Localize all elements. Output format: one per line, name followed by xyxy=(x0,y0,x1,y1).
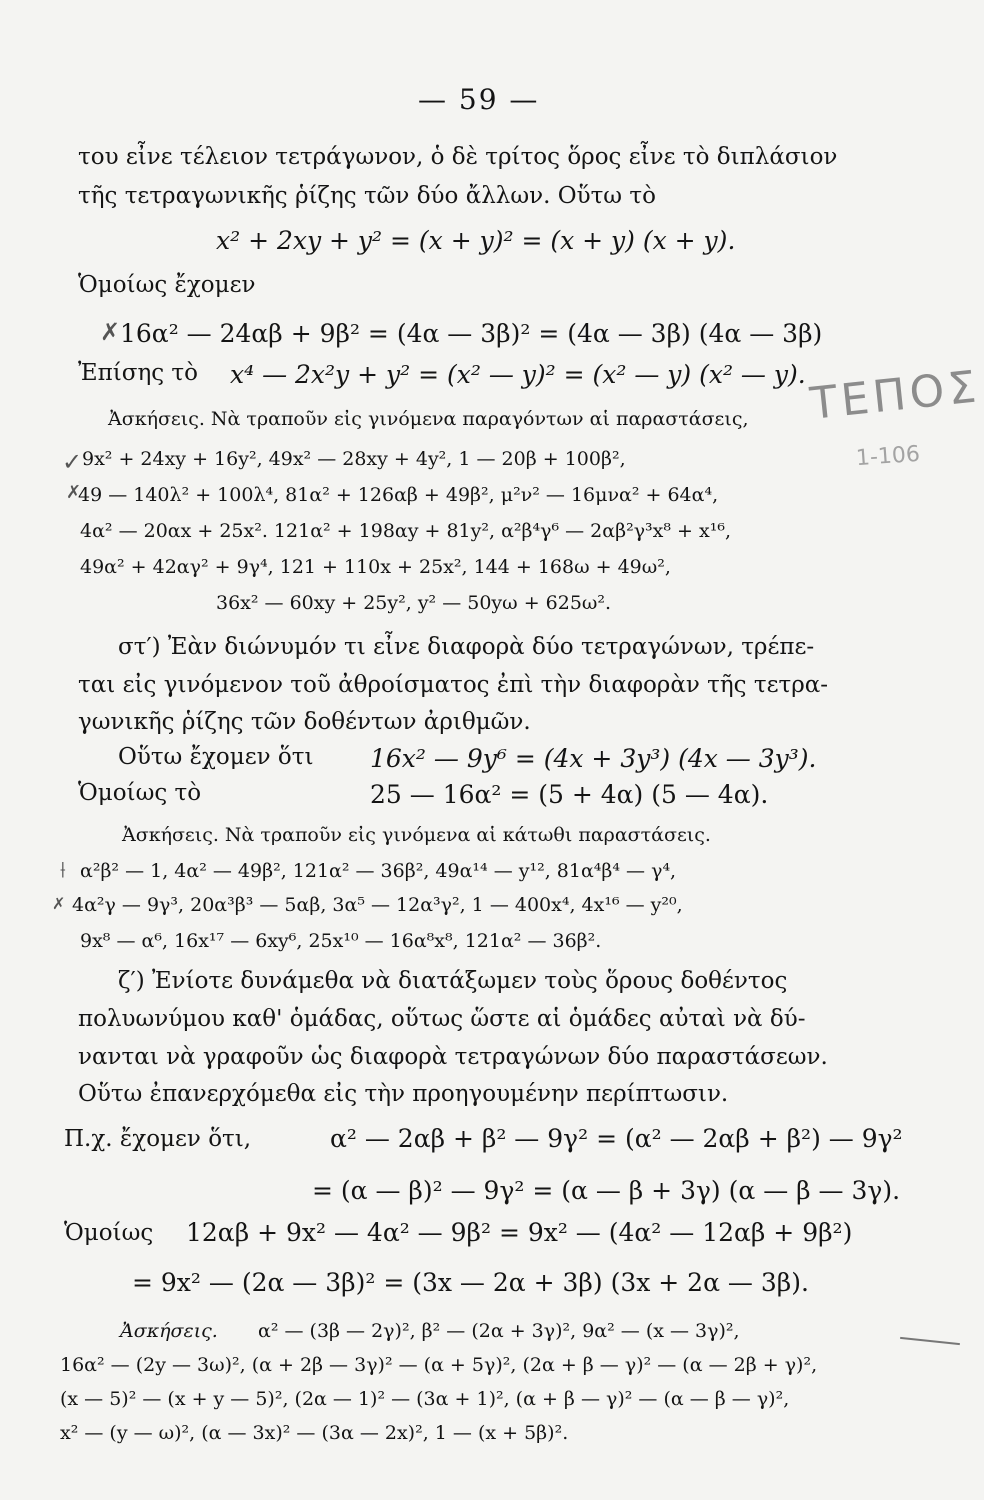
section-st-line-1: στ′) Ἐὰν διώνυμόν τι εἶνε διαφορὰ δύο τετραγώνων, τρέπε- xyxy=(118,634,815,660)
section-st-line-3: γωνικῆς ῥίζης τῶν δοθέντων ἀριθμῶν. xyxy=(78,709,531,735)
exercise-line-6: α²β² — 1, 4α² — 49β², 121α² — 36β², 49α¹⁴ — y¹², 81α⁴β⁴ — γ⁴, xyxy=(80,860,677,882)
exercise-line-4: 49α² + 42αγ² + 9γ⁴, 121 + 110x + 25x², 144 + 168ω + 49ω², xyxy=(80,556,671,578)
exercise-line-2: 49 — 140λ² + 100λ⁴, 81α² + 126αβ + 49β², μ²ν² — 16μνα² + 64α⁴, xyxy=(78,484,719,506)
section-z-line-1: ζ′) Ἐνίοτε δυνάμεθα νὰ διατάξωμεν τοὺς ὅρους δοθέντος xyxy=(118,968,788,994)
exercise-line-7: 4α²γ — 9γ³, 20α³β³ — 5αβ, 3α⁵ — 12α³γ², 1 — 400x⁴, 4x¹⁶ — y²⁰, xyxy=(72,894,683,916)
text-line-1: του εἶνε τέλειον τετράγωνον, ὁ δὲ τρίτος ὅρος εἶνε τὸ διπλάσιον xyxy=(78,144,838,170)
cross-mark-icon: ✗ xyxy=(66,482,82,503)
exercise-line-12: x² — (y — ω)², (α — 3x)² — (3α — 2x)², 1 — (x + 5β)². xyxy=(60,1422,569,1444)
formula-9: = 9x² — (2α — 3β)² = (3x — 2α + 3β) (3x + 2α — 3β). xyxy=(132,1268,809,1297)
check-mark-icon: ✓ xyxy=(62,448,83,476)
exercise-line-9: α² — (3β — 2γ)², β² — (2α + 3γ)², 9α² — (x — 3γ)², xyxy=(258,1320,740,1342)
exercise-line-5: 36x² — 60xy + 25y², y² — 50yω + 625ω². xyxy=(216,592,612,614)
formula-1: x² + 2xy + y² = (x + y)² = (x + y) (x + y). xyxy=(216,226,736,255)
section-z-line-3: νανται νὰ γραφοῦν ὡς διαφορὰ τετραγώνων δύο παραστάσεων. xyxy=(78,1044,828,1070)
pencil-annotation: ΤΕΠΟΣ xyxy=(807,361,983,430)
section-z-line-2: πολυωνύμου καθ' ὁμάδας, οὕτως ὥστε αἱ ὁμάδες αὐταὶ νὰ δύ- xyxy=(78,1006,806,1032)
exercise-line-8: 9x⁸ — α⁶, 16x¹⁷ — 6xy⁶, 25x¹⁰ — 16α⁸x⁸, 121α² — 36β². xyxy=(80,930,602,952)
exercises-heading-3: Ἀσκήσεις. xyxy=(120,1320,218,1342)
page-number: — 59 — xyxy=(418,83,540,116)
example-label: Π.χ. ἔχομεν ὅτι, xyxy=(64,1126,252,1152)
exercise-line-3: 4α² — 20αx + 25x². 121α² + 198αy + 81y², α²β⁴γ⁶ — 2αβ²γ³x⁸ + x¹⁶, xyxy=(80,520,731,542)
section-z-line-4: Οὕτω ἐπανερχόμεθα εἰς τὴν προηγουμένην περίπτωσιν. xyxy=(78,1081,729,1107)
text-line-7: Ὁμοίως xyxy=(64,1220,154,1246)
exercises-heading-2: Ἀσκήσεις. Νὰ τραποῦν εἰς γινόμενα αἱ κάτωθι παραστάσεις. xyxy=(122,824,711,846)
text-line-2: τῆς τετραγωνικῆς ῥίζης τῶν δύο ἄλλων. Οὕτω τὸ xyxy=(78,183,656,209)
formula-8: 12αβ + 9x² — 4α² — 9β² = 9x² — (4α² — 12αβ + 9β²) xyxy=(186,1218,853,1247)
formula-6: α² — 2αβ + β² — 9γ² = (α² — 2αβ + β²) — 9γ² xyxy=(330,1124,903,1153)
formula-3: x⁴ — 2x²y + y² = (x² — y)² = (x² — y) (x² — y). xyxy=(230,360,806,389)
formula-5: 25 — 16α² = (5 + 4α) (5 — 4α). xyxy=(370,780,769,809)
check-mark-icon: ✗ xyxy=(100,318,121,346)
text-line-3: Ὁμοίως ἔχομεν xyxy=(78,272,256,298)
cross-mark-icon: ✗ xyxy=(52,894,66,913)
pencil-stroke xyxy=(900,1337,960,1345)
exercise-line-10: 16α² — (2y — 3ω)², (α + 2β — 3γ)² — (α + 5γ)², (2α + β — γ)² — (α — 2β + γ)², xyxy=(60,1354,818,1376)
tick-mark-icon: ⟊ xyxy=(60,858,66,883)
text-line-5: Οὕτω ἔχομεν ὅτι xyxy=(118,744,314,770)
section-st-line-2: ται εἰς γινόμενον τοῦ ἀθροίσματος ἐπὶ τὴν διαφορὰν τῆς τετρα- xyxy=(78,672,829,698)
exercise-line-11: (x — 5)² — (x + y — 5)², (2α — 1)² — (3α + 1)², (α + β — γ)² — (α — β — γ)², xyxy=(60,1388,790,1410)
exercises-heading-1: Ἀσκήσεις. Νὰ τραποῦν εἰς γινόμενα παραγόντων αἱ παραστάσεις, xyxy=(108,408,749,430)
formula-4: 16x² — 9y⁶ = (4x + 3y³) (4x — 3y³). xyxy=(370,744,817,773)
exercise-line-1: 9x² + 24xy + 16y², 49x² — 28xy + 4y², 1 — 20β + 100β², xyxy=(82,448,626,470)
formula-2: 16α² — 24αβ + 9β² = (4α — 3β)² = (4α — 3β) (4α — 3β) xyxy=(120,319,823,348)
text-line-4: Ἐπίσης τὸ xyxy=(78,360,198,386)
formula-7: = (α — β)² — 9γ² = (α — β + 3γ) (α — β — 3γ). xyxy=(312,1176,901,1205)
pencil-note: 1-106 xyxy=(855,441,921,472)
text-line-6: Ὁμοίως τὸ xyxy=(78,780,202,806)
